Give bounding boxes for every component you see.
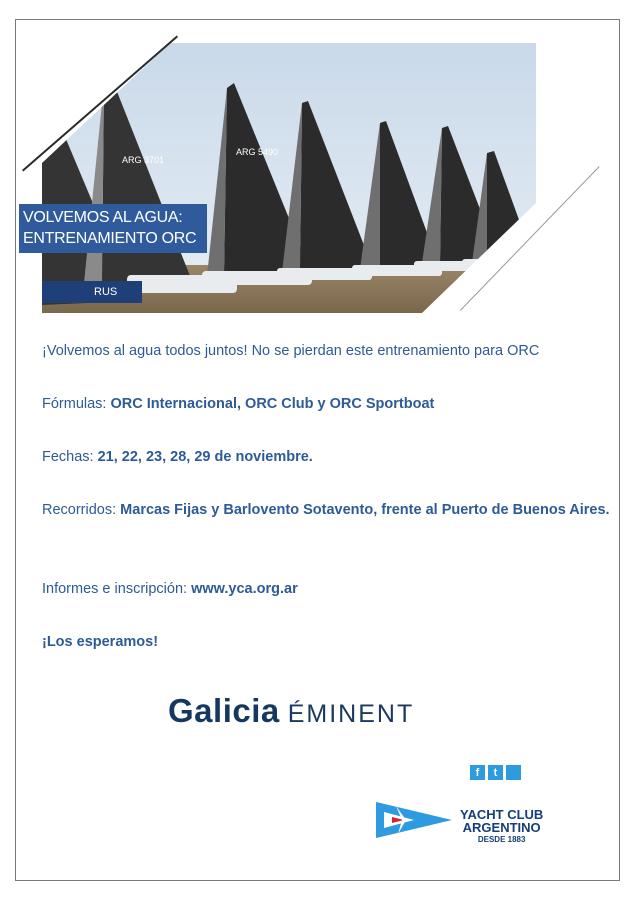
twitter-icon[interactable]: t bbox=[488, 765, 503, 780]
closing-text: ¡Los esperamos! bbox=[42, 634, 159, 650]
closing-line bbox=[42, 634, 158, 650]
banner-line-2: ENTRENAMIENTO ORC bbox=[23, 230, 197, 247]
title-banner bbox=[19, 204, 207, 253]
sponsor-logo bbox=[168, 692, 414, 730]
formulas-label: Fórmulas: bbox=[42, 396, 111, 412]
sail-number-rus: RUS bbox=[94, 286, 118, 298]
fechas-value: 21, 22, 23, 28, 29 de noviembre. bbox=[97, 449, 313, 465]
sail-number-arg3701: ARG 3701 bbox=[122, 155, 165, 165]
fechas-line bbox=[42, 449, 313, 465]
sponsor-tier: ÉMINENT bbox=[287, 700, 415, 728]
yacht-club-flag-icon bbox=[376, 800, 452, 840]
sponsor-name: Galicia bbox=[168, 692, 280, 729]
sailboats-image bbox=[42, 43, 536, 313]
formulas-line bbox=[42, 396, 434, 412]
recorridos-line bbox=[42, 499, 617, 521]
informes-label: Informes e inscripción: bbox=[42, 581, 192, 597]
sail-number-arg5490: ARG 5490 bbox=[236, 147, 279, 157]
banner-line-1: VOLVEMOS AL AGUA: bbox=[23, 209, 183, 226]
club-line-2: ARGENTINO bbox=[462, 820, 541, 835]
fechas-label: Fechas: bbox=[42, 449, 98, 465]
intro-text: ¡Volvemos al agua todos juntos! No se pierdan este entrenamiento para ORC bbox=[42, 343, 540, 359]
yacht-club-name bbox=[460, 808, 543, 845]
recorridos-value: Marcas Fijas y Barlovento Sotavento, frente al Puerto de Buenos Aires. bbox=[120, 502, 610, 518]
club-line-1: YACHT CLUB bbox=[460, 807, 544, 822]
recorridos-label: Recorridos: bbox=[42, 502, 121, 518]
social-links bbox=[470, 765, 521, 780]
formulas-value: ORC Internacional, ORC Club y ORC Sportboat bbox=[110, 396, 435, 412]
facebook-icon[interactable]: f bbox=[470, 765, 485, 780]
club-founded: DESDE 1883 bbox=[477, 835, 526, 844]
informes-line bbox=[42, 581, 298, 597]
hero-photo bbox=[42, 43, 536, 313]
website-link[interactable]: www.yca.org.ar bbox=[191, 581, 298, 597]
instagram-icon[interactable]: i bbox=[506, 765, 521, 780]
